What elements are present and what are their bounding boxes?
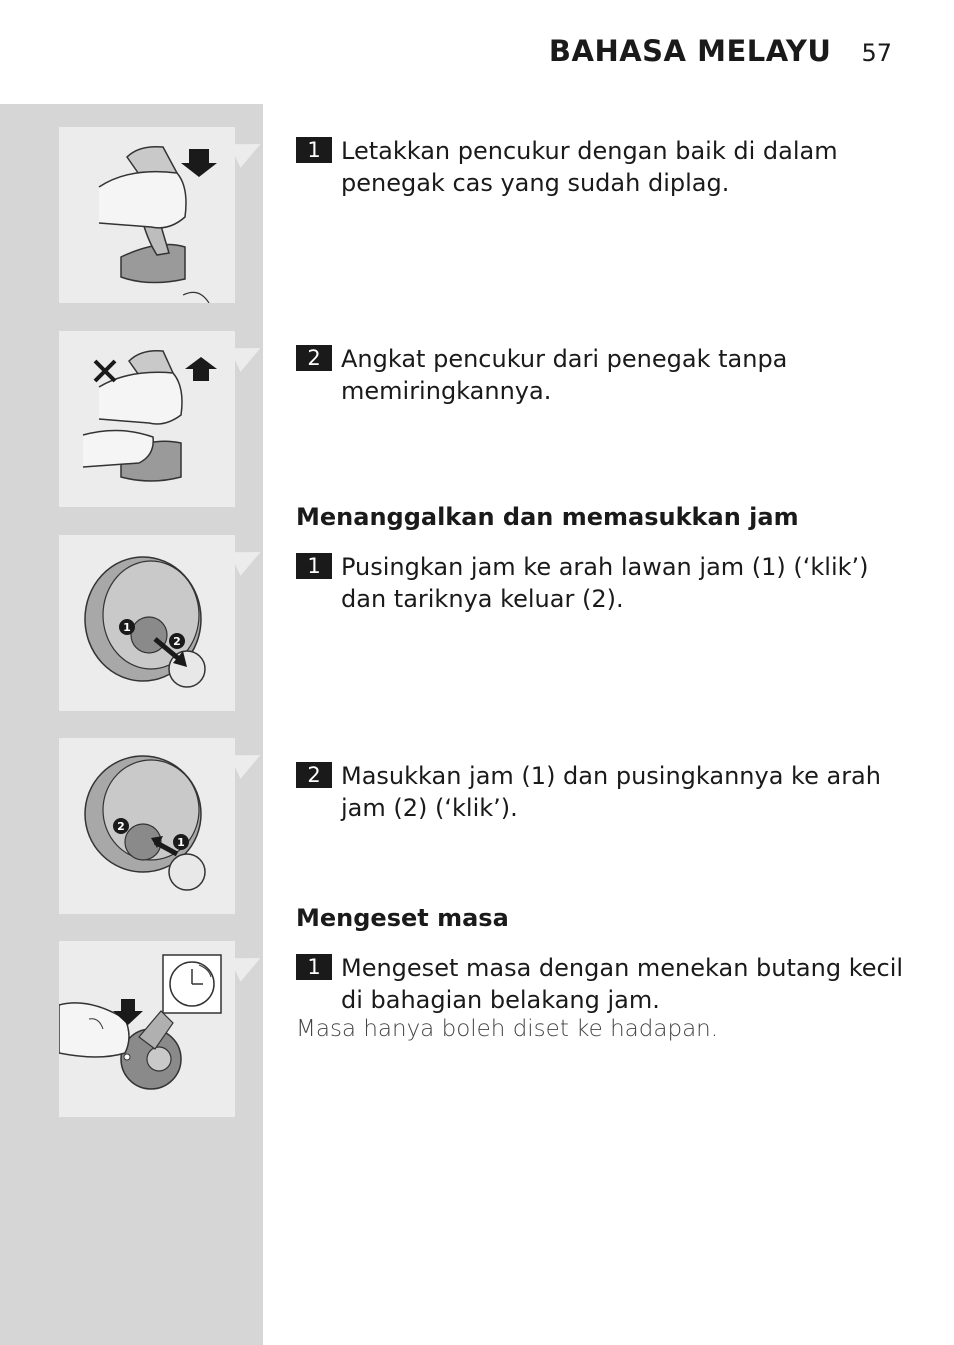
callout-number: 2 bbox=[117, 820, 125, 833]
step-insert-clock bbox=[296, 760, 906, 824]
step-number-badge: 1 bbox=[296, 137, 332, 163]
illustration-lift-shaver bbox=[59, 331, 235, 507]
illustration-remove-clock bbox=[59, 535, 235, 711]
note-text: Masa hanya boleh diset ke hadapan. bbox=[296, 1016, 719, 1042]
page-number: 57 bbox=[861, 39, 892, 67]
header-title: BAHASA MELAYU bbox=[548, 34, 832, 68]
page-header bbox=[549, 34, 892, 68]
step-text: Mengeset masa dengan menekan butang kecil di bahagian belakang jam. bbox=[341, 954, 904, 1014]
callout-number: 1 bbox=[177, 836, 185, 849]
step-lift-shaver bbox=[296, 343, 906, 407]
callout-number: 2 bbox=[173, 635, 181, 648]
step-number-badge: 2 bbox=[296, 345, 332, 371]
step-number-badge: 2 bbox=[296, 762, 332, 788]
step-text: Angkat pencukur dari penegak tanpa memiringkannya. bbox=[341, 345, 788, 405]
step-text: Letakkan pencukur dengan baik di dalam penegak cas yang sudah diplag. bbox=[341, 137, 838, 197]
step-number-badge: 1 bbox=[296, 553, 332, 579]
illustration-set-time bbox=[59, 941, 235, 1117]
step-text: Masukkan jam (1) dan pusingkannya ke arah jam (2) (‘klik’). bbox=[341, 762, 881, 822]
section-heading-time: Mengeset masa bbox=[296, 904, 509, 932]
illustration-place-shaver bbox=[59, 127, 235, 303]
callout-number: 1 bbox=[123, 621, 131, 634]
step-place-shaver bbox=[296, 135, 906, 199]
step-number-badge: 1 bbox=[296, 954, 332, 980]
section-heading-clock: Menanggalkan dan memasukkan jam bbox=[296, 503, 799, 531]
illustration-insert-clock bbox=[59, 738, 235, 914]
step-text: Pusingkan jam ke arah lawan jam (1) (‘klik’) dan tariknya keluar (2). bbox=[341, 553, 869, 613]
step-set-time bbox=[296, 952, 906, 1016]
step-remove-clock bbox=[296, 551, 906, 615]
